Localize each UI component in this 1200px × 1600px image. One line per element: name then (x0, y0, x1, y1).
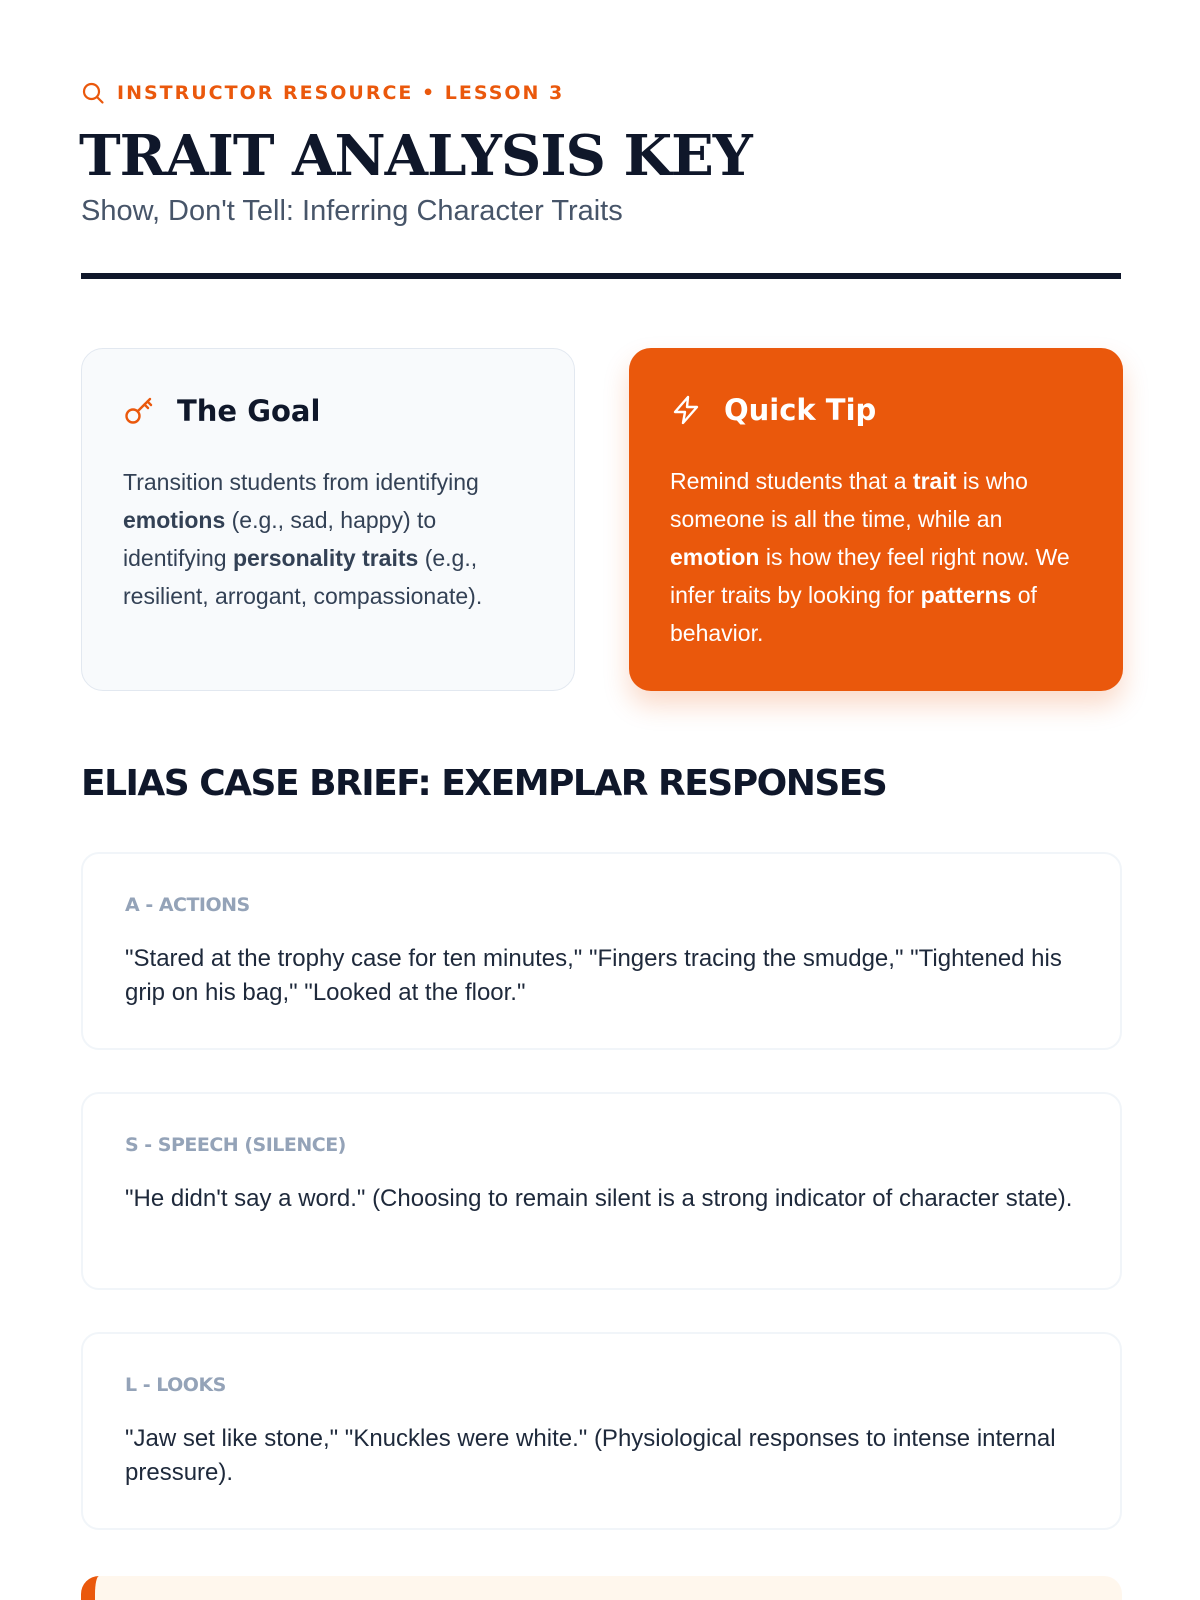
tip-card-header (670, 390, 876, 430)
emphasis-text: patterns (920, 582, 1012, 608)
goal-card (81, 348, 575, 691)
response-card-speech (81, 1092, 1122, 1290)
eyebrow (81, 80, 564, 106)
lightning-icon (670, 394, 702, 426)
response-label: A - ACTIONS (125, 894, 250, 916)
emphasis-text: emotions (123, 507, 226, 533)
response-label: S - SPEECH (SILENCE) (125, 1134, 346, 1156)
goal-card-header (123, 391, 320, 431)
body-text: (e.g., resilient, arrogant, compassionate). (123, 545, 483, 609)
response-text: "Stared at the trophy case for ten minutes," "Fingers tracing the smudge," "Tightened his grip on his bag," "Looked at the floor." (125, 945, 1062, 1006)
emphasis-text: trait (912, 468, 957, 494)
response-text: "Jaw set like stone," "Knuckles were white." (Physiological responses to intense internal pressure). (125, 1425, 1056, 1486)
header-divider (81, 273, 1121, 279)
section-title: ELIAS CASE BRIEF: EXEMPLAR RESPONSES (81, 763, 887, 804)
tip-card-body (670, 462, 1090, 652)
tip-card (629, 348, 1123, 691)
goal-card-body (123, 463, 543, 615)
body-text: (e.g., sad, happy) to identifying (123, 507, 437, 571)
emphasis-text: emotion (670, 544, 760, 570)
response-card-actions (81, 852, 1122, 1050)
response-card-looks (81, 1332, 1122, 1530)
key-icon (123, 395, 155, 427)
response-label: L - LOOKS (125, 1374, 226, 1396)
goal-card-title: The Goal (177, 394, 321, 428)
tip-card-title: Quick Tip (724, 393, 877, 427)
body-text: is who someone is all the time, while an (670, 468, 1028, 532)
body-text: of behavior. (670, 582, 1037, 646)
search-icon (81, 81, 105, 105)
body-text: Transition students from identifying (123, 469, 479, 495)
page-subtitle: Show, Don't Tell: Inferring Character Traits (81, 195, 623, 227)
response-text: "He didn't say a word." (Choosing to remain silent is a strong indicator of character state). (125, 1185, 1073, 1212)
eyebrow-text: INSTRUCTOR RESOURCE • LESSON 3 (117, 82, 565, 104)
emphasis-text: personality traits (232, 545, 419, 571)
callout-box (81, 1576, 1122, 1600)
page-title: TRAIT ANALYSIS KEY (79, 123, 752, 189)
body-text: Remind students that a (670, 468, 913, 494)
body-text: is how they feel right now. We infer traits by looking for (670, 544, 1070, 608)
